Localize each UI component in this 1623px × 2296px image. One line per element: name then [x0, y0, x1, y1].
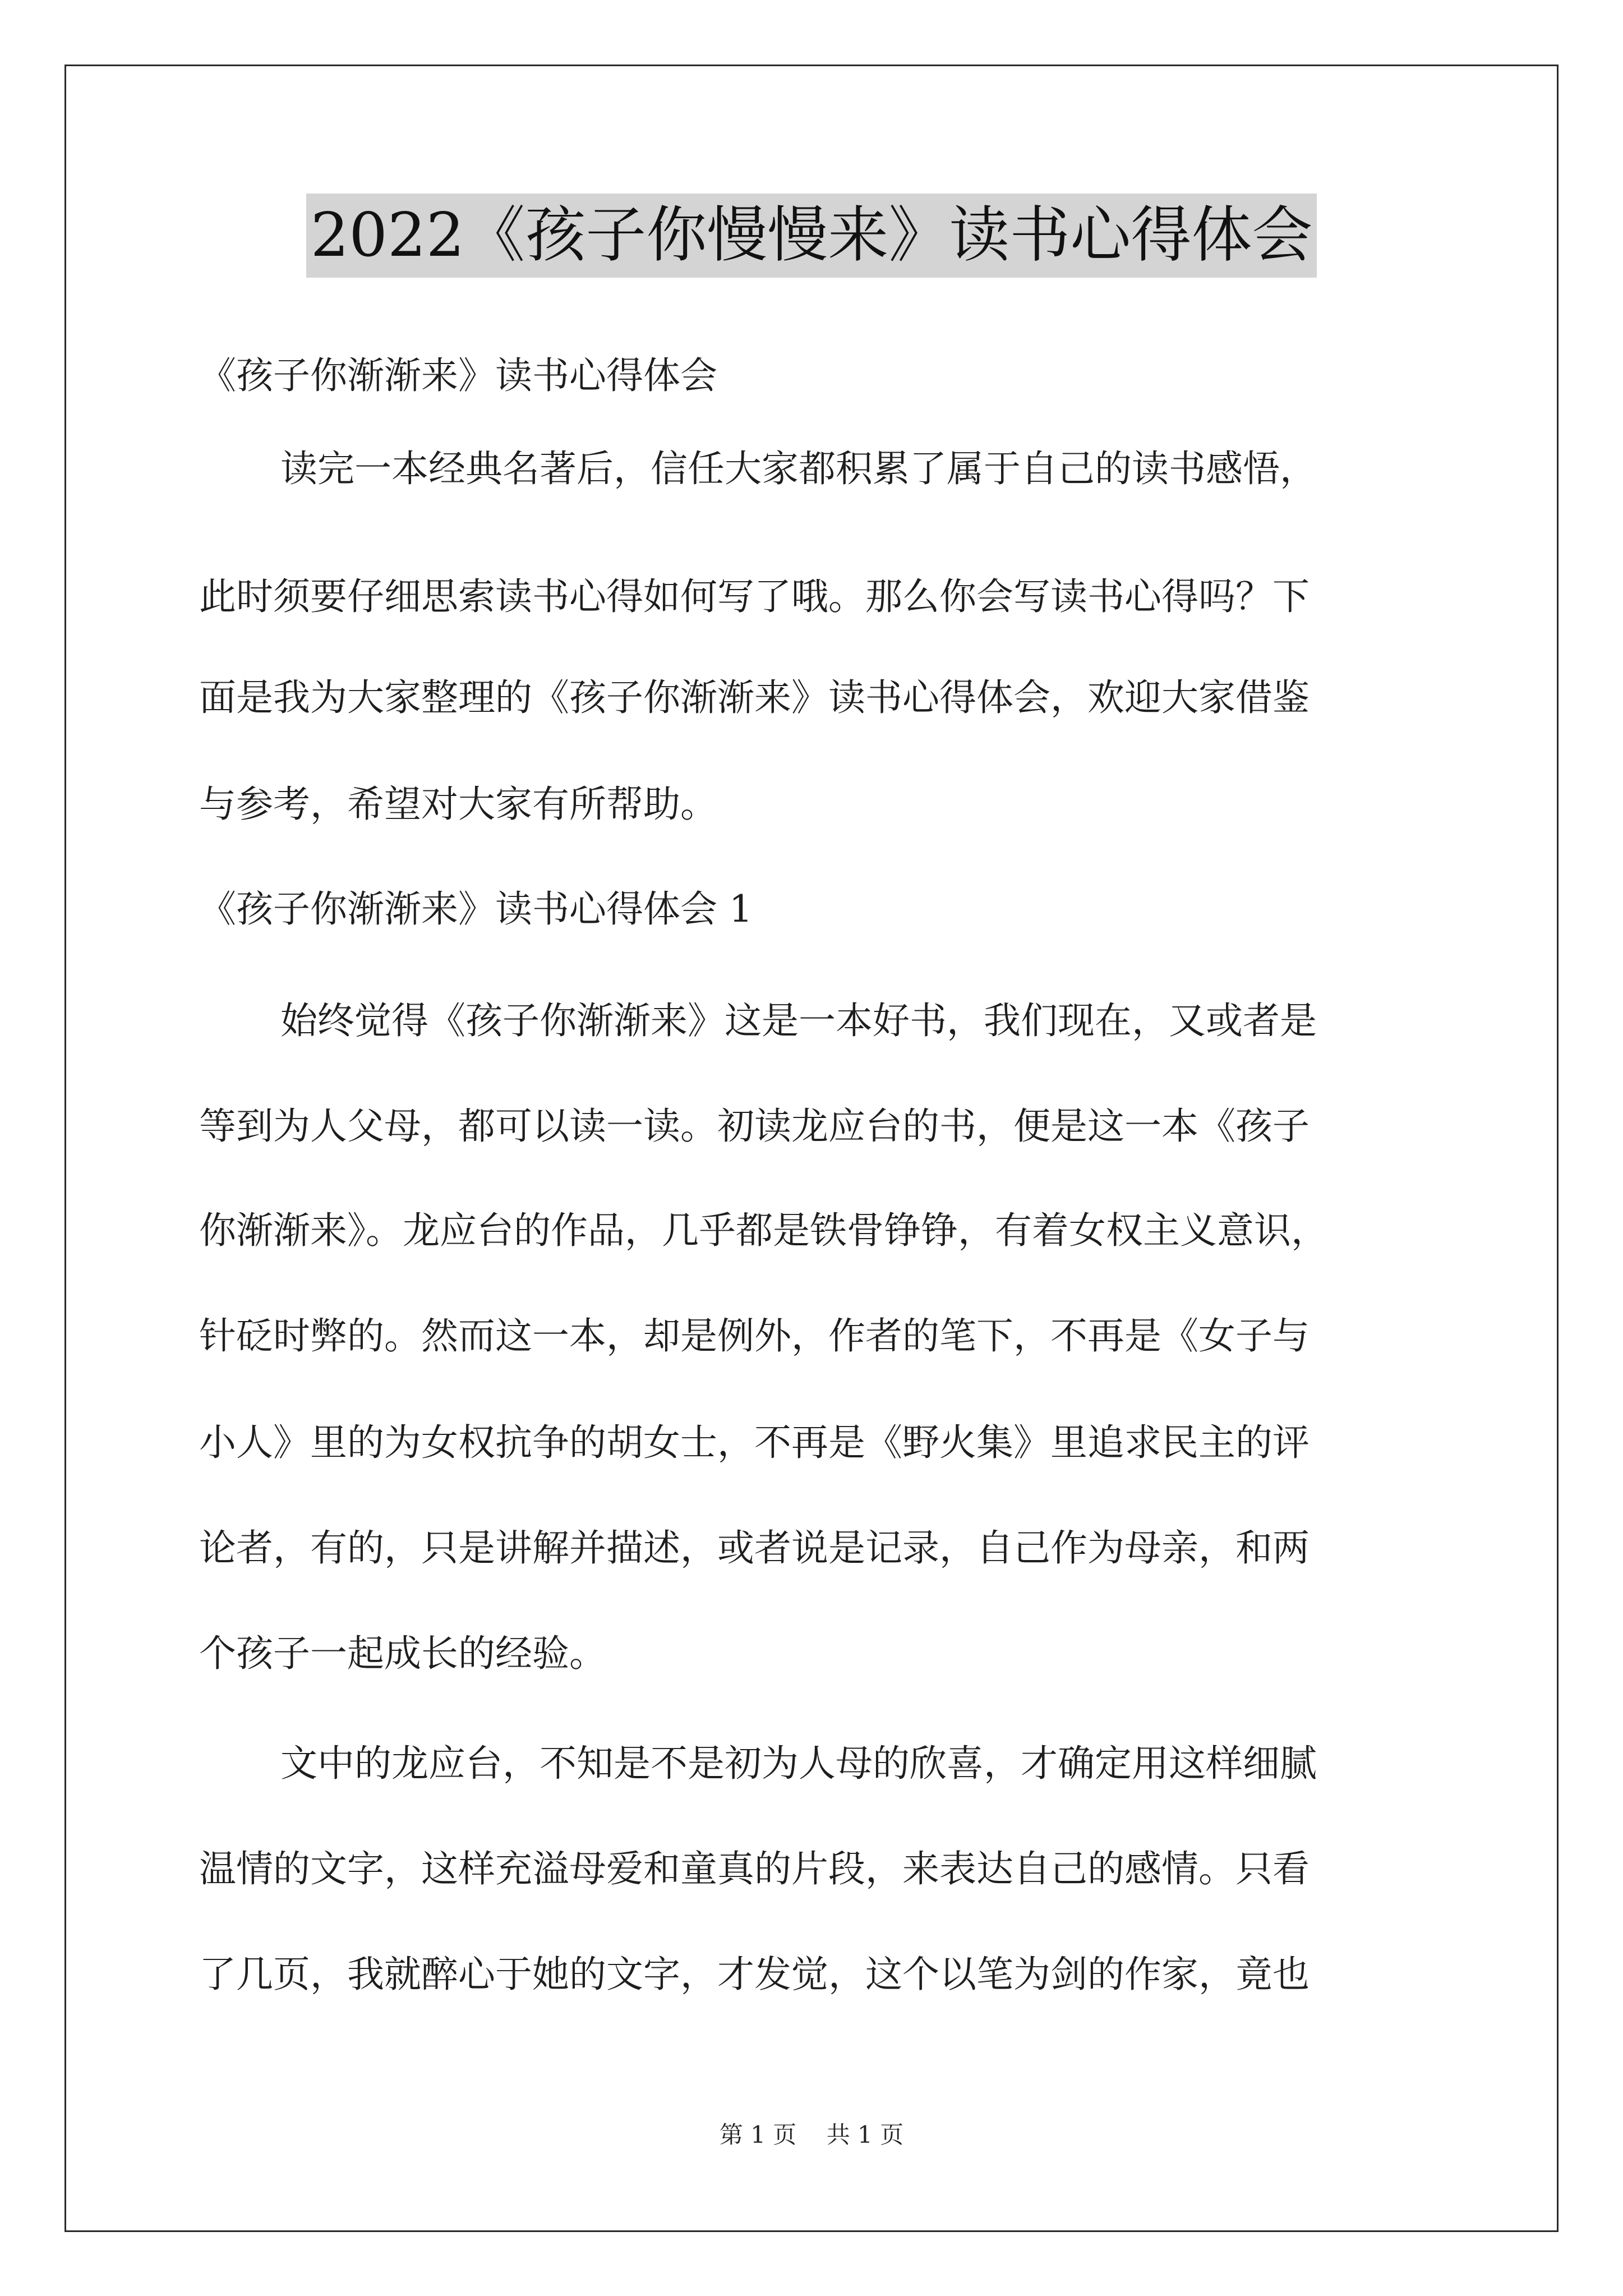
paragraph-line: 论者，有的，只是讲解并描述，或者说是记录，自己作为母亲，和两: [199, 1526, 1310, 1570]
paragraph-line: 个孩子一起成长的经验。: [199, 1632, 606, 1675]
title-container: [0, 194, 1623, 278]
document-subtitle: 《孩子你渐渐来》读书心得体会: [199, 354, 717, 397]
intro-line: 面是我为大家整理的《孩子你渐渐来》读书心得体会，欢迎大家借鉴: [199, 676, 1310, 719]
intro-line: 与参考，希望对大家有所帮助。: [199, 783, 717, 826]
intro-line: 此时须要仔细思索读书心得如何写了哦。那么你会写读书心得吗？下: [199, 575, 1310, 618]
paragraph-line: 针砭时弊的。然而这一本，却是例外，作者的笔下，不再是《女子与: [199, 1314, 1310, 1358]
paragraph-line: 你渐渐来》。龙应台的作品，几乎都是铁骨铮铮，有着女权主义意识，: [199, 1209, 1328, 1252]
page-footer: 第 1 页 共 1 页: [719, 2121, 904, 2148]
paragraph-line: 小人》里的为女权抗争的胡女士，不再是《野火集》里追求民主的评: [199, 1421, 1310, 1464]
paragraph-line: 等到为人父母，都可以读一读。初读龙应台的书，便是这一本《孩子: [199, 1105, 1310, 1148]
paragraph-line: 文中的龙应台，不知是不是初为人母的欣喜，才确定用这样细腻: [280, 1742, 1317, 1785]
paragraph-line: 温情的文字，这样充溢母爱和童真的片段，来表达自己的感情。只看: [199, 1847, 1310, 1890]
paragraph-line: 了几页，我就醉心于她的文字，才发觉，这个以笔为剑的作家，竟也: [199, 1953, 1310, 1996]
paragraph-line: 始终觉得《孩子你渐渐来》这是一本好书，我们现在，又或者是: [280, 999, 1317, 1042]
intro-line: 读完一本经典名著后，信任大家都积累了属于自己的读书感悟，: [280, 447, 1317, 490]
section-heading: 《孩子你渐渐来》读书心得体会 1: [199, 887, 753, 931]
document-title: 2022《孩子你慢慢来》读书心得体会: [306, 194, 1317, 278]
